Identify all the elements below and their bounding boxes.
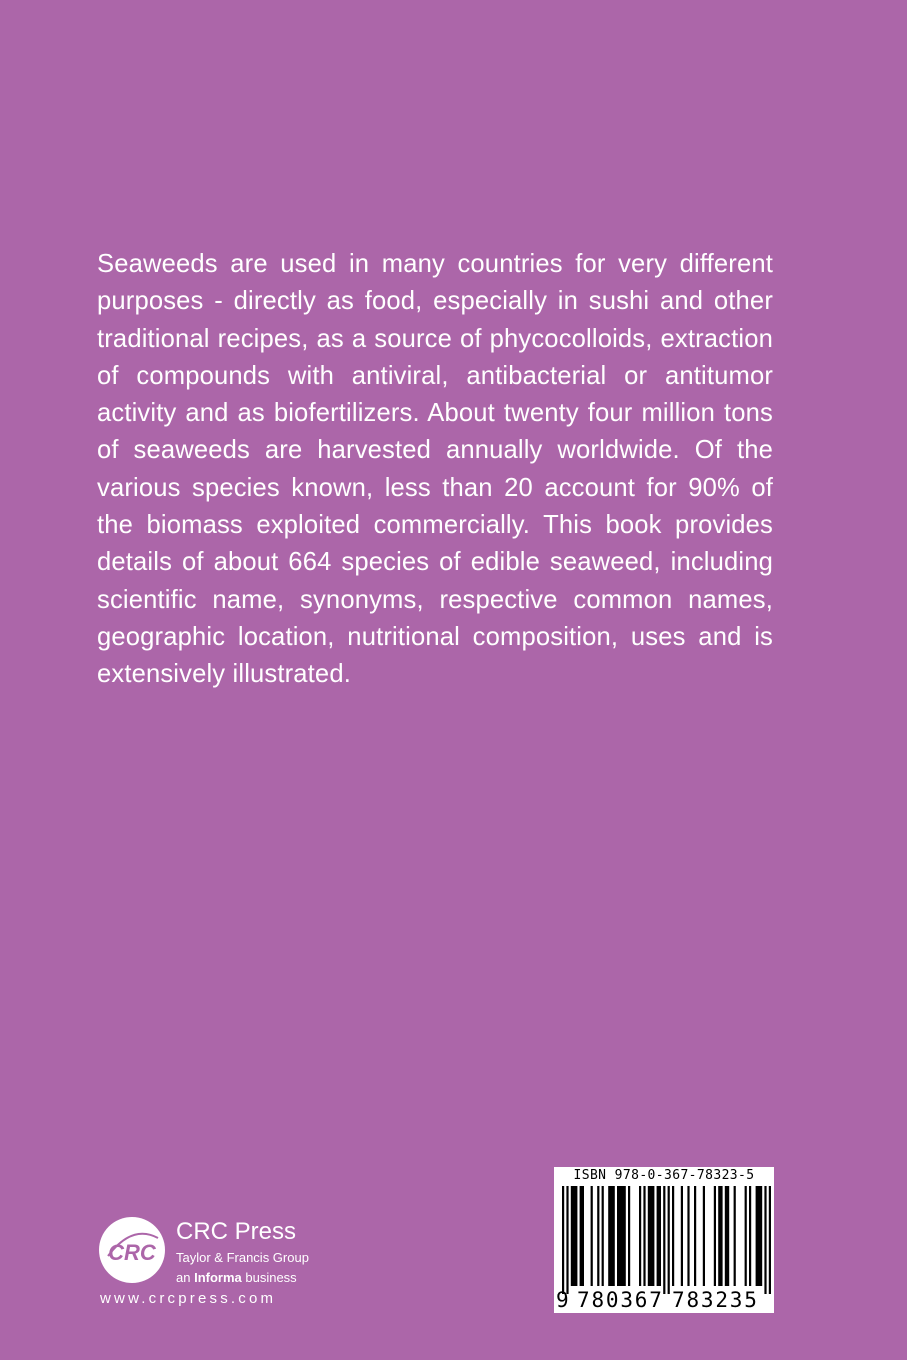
barcode-bar (617, 1186, 626, 1286)
isbn-barcode (554, 1167, 774, 1313)
barcode-bar (734, 1186, 736, 1286)
barcode-bar (718, 1186, 722, 1286)
informa-brand: Informa (194, 1270, 242, 1285)
publisher-group: Taylor & Francis Group (176, 1250, 309, 1265)
barcode-bar (591, 1186, 593, 1286)
barcode-bar (663, 1186, 665, 1294)
barcode-bar (602, 1186, 604, 1286)
barcode-bar (714, 1186, 716, 1286)
barcode-bar (562, 1186, 564, 1294)
barcode-bar (769, 1186, 771, 1294)
barcode-bar (687, 1186, 689, 1286)
barcode-bar (597, 1186, 599, 1286)
publisher-block (98, 1214, 358, 1314)
informa-prefix: an (176, 1270, 195, 1285)
barcode-bar (648, 1186, 655, 1286)
back-cover-blurb: Seaweeds are used in many countries for very different purposes - directly as food, especially in sushi and other traditional recipes, as a source of phycocolloids, extraction of compounds with antiviral, antibacterial or antitumor activity and as biofertilizers. About twenty four million tons of seaweeds are harvested annually worldwide. Of the various species known, less than 20 account for 90% of the biomass exploited commercially. This book provides details of about 664 species of edible seaweed, including scientific name, synonyms, respective common names, geographic location, nutritional composition, uses and is extensively illustrated. (97, 250, 773, 689)
barcode-bar (756, 1186, 763, 1286)
barcode-bar (639, 1186, 641, 1286)
publisher-name: CRC Press (176, 1218, 297, 1245)
barcode-bar (608, 1186, 615, 1286)
barcode-bar (725, 1186, 729, 1286)
publisher-url: www.crcpress.com (100, 1290, 277, 1307)
barcode-bar (580, 1186, 584, 1286)
barcode-bar (628, 1186, 630, 1286)
isbn-label: ISBN 978-0-367-78323-5 (573, 1168, 755, 1183)
barcode-bar (571, 1186, 578, 1286)
crc-logo-text: CRC (108, 1240, 156, 1265)
barcode-bar (703, 1186, 705, 1286)
barcode-bar (681, 1186, 683, 1286)
crc-logo-icon (98, 1216, 166, 1284)
barcode-bar (672, 1186, 674, 1286)
barcode-bar (745, 1186, 747, 1286)
barcode-bar (764, 1186, 766, 1294)
ean-first-digit: 9 (556, 1288, 569, 1312)
barcode-bars (554, 1186, 774, 1296)
publisher-informa-line (176, 1270, 297, 1286)
ean-left-group: 780367 (577, 1288, 664, 1312)
barcode-bar (749, 1186, 751, 1286)
barcode-bar (657, 1186, 661, 1286)
barcode-bar (694, 1186, 696, 1286)
ean-digits (554, 1288, 774, 1312)
barcode-bar (668, 1186, 670, 1294)
informa-suffix: business (241, 1270, 297, 1285)
barcode-bar (643, 1186, 645, 1286)
ean-right-group: 783235 (672, 1288, 759, 1312)
barcode-bar (566, 1186, 568, 1294)
